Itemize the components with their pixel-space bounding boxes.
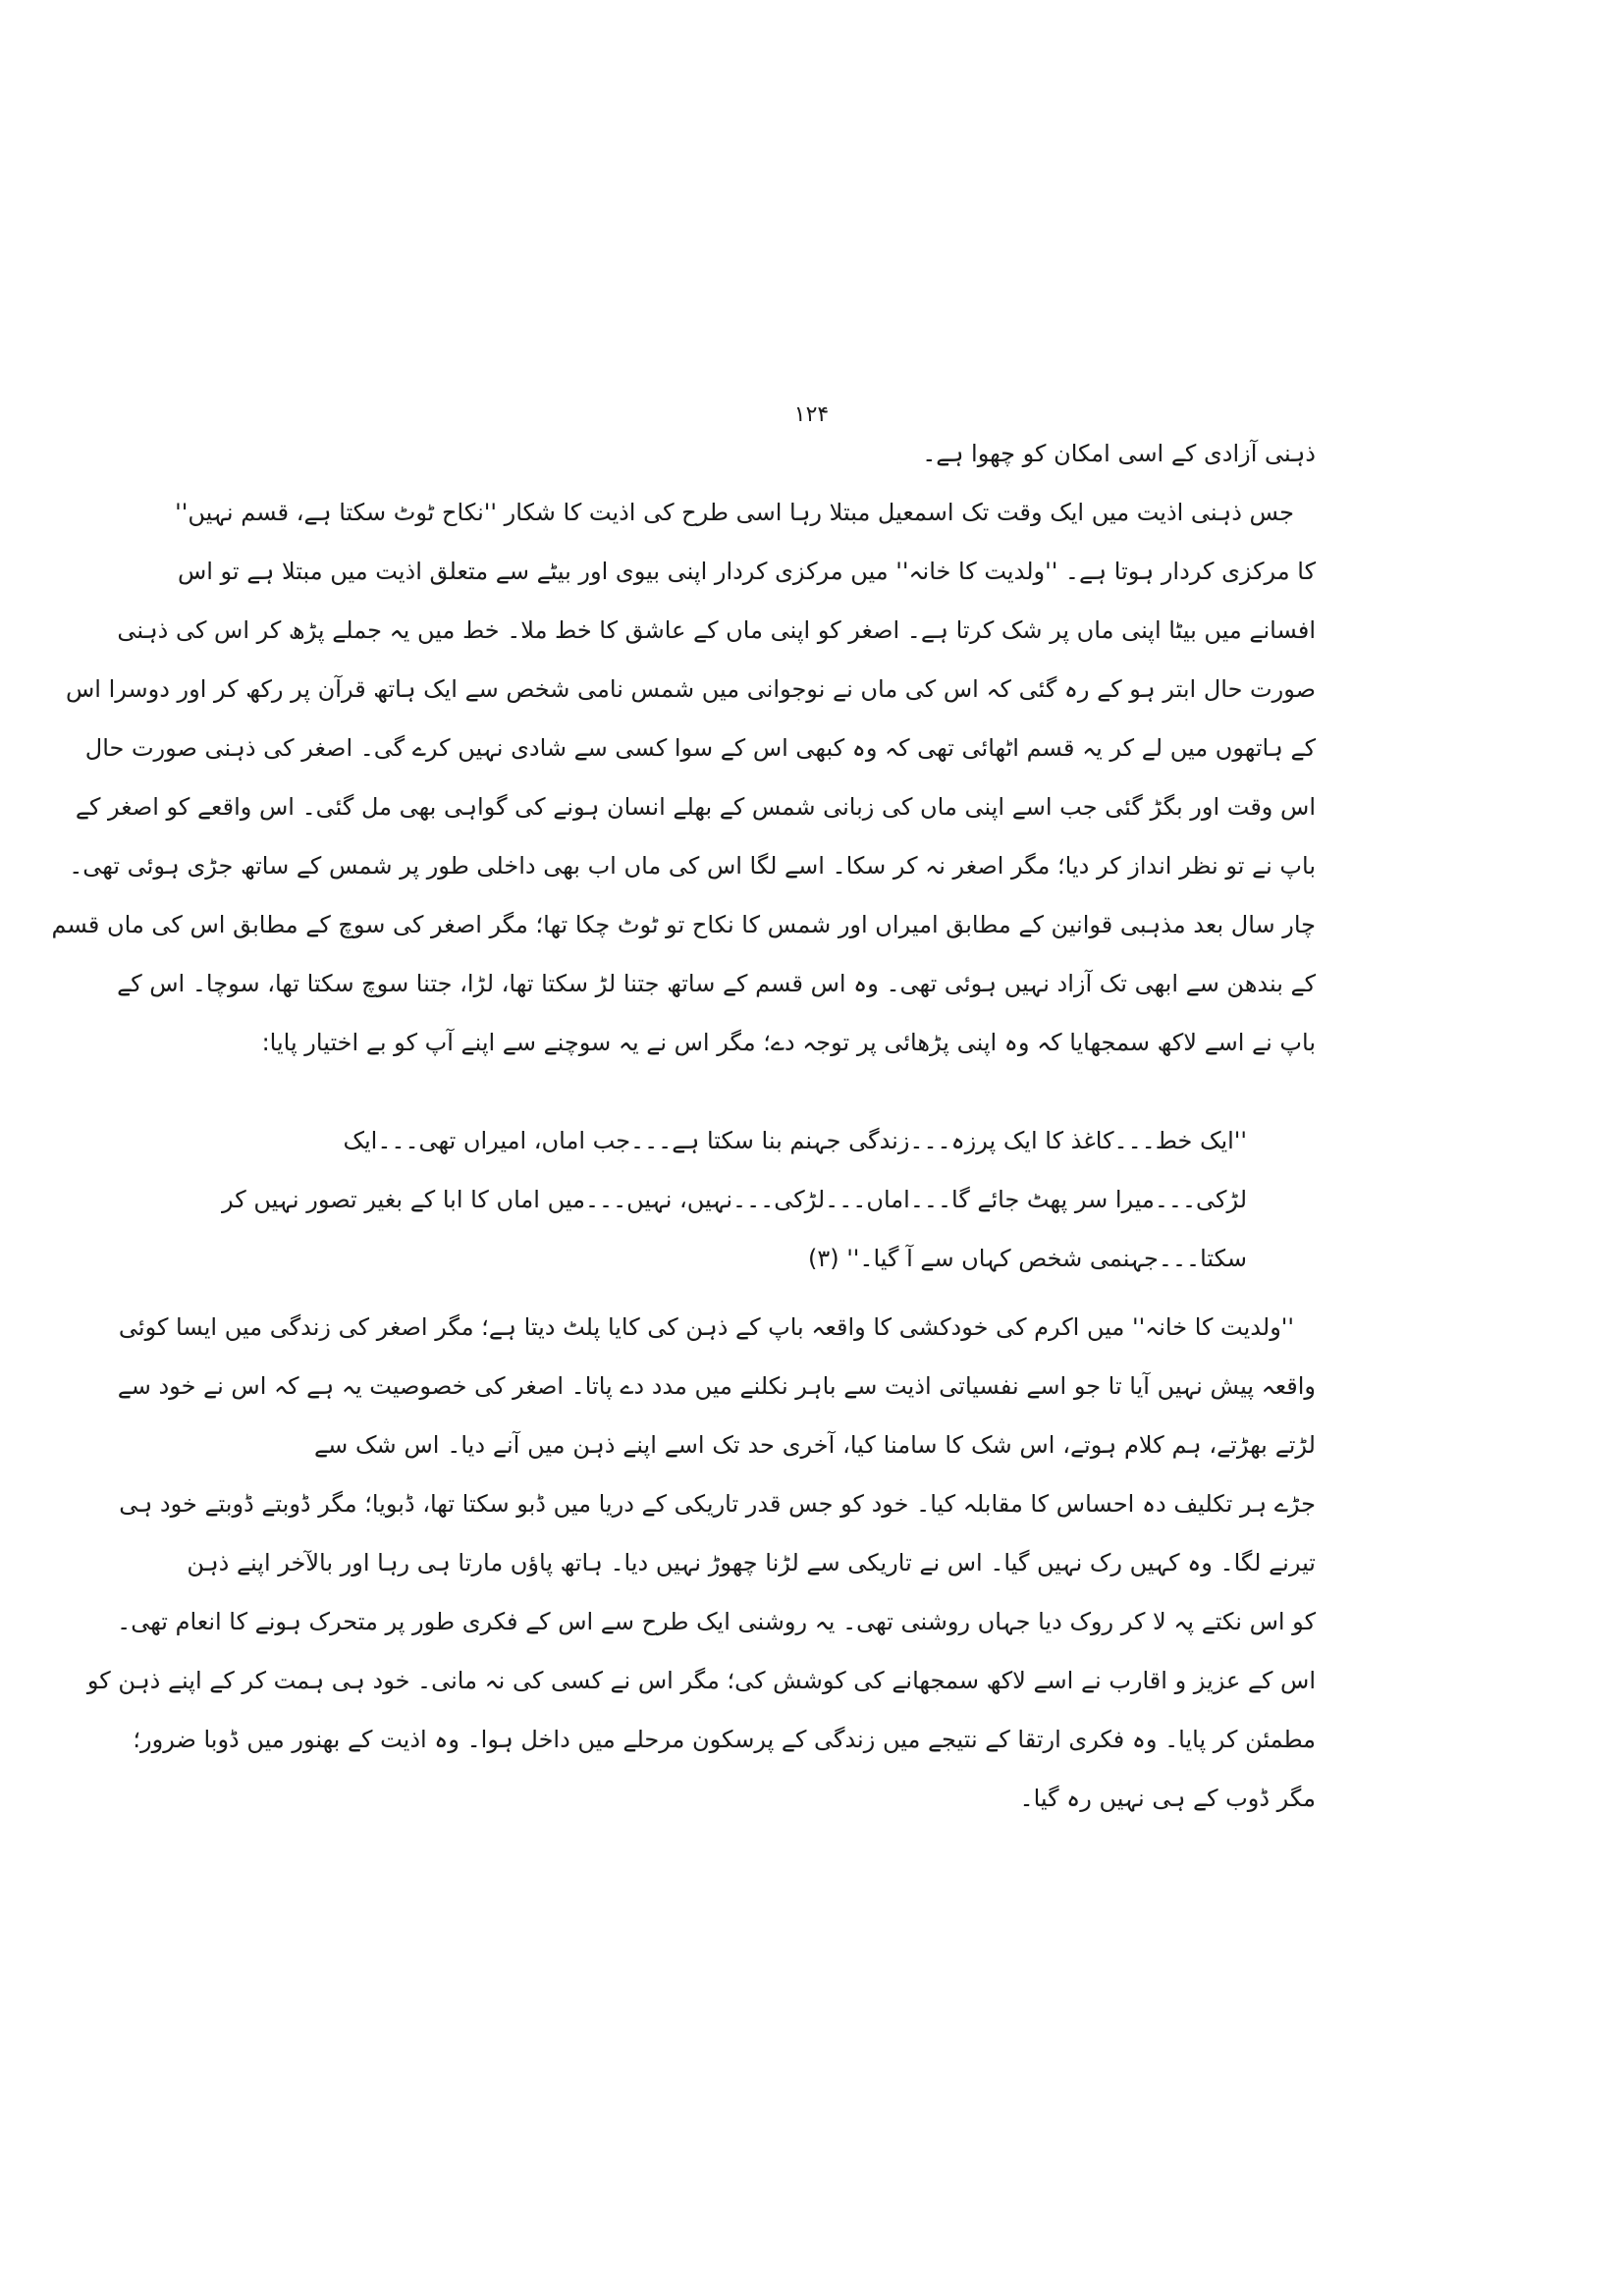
paragraph-2 [86, 1298, 1316, 1828]
text-line: واقعہ پیش نہیں آیا تا جو اسے نفسیاتی اذیت سے باہر نکلنے میں مدد دے پاتا۔ اصغر کی خصوصیت یہ ہے کہ اس نے خود سے [117, 1372, 1316, 1400]
intro-line [314, 424, 1316, 483]
text-line: اس کے عزیز و اقارب نے اسے لاکھ سمجھانے کی کوشش کی؛ مگر اس نے کسی کی نہ مانی۔ خود ہی ہمت کر کے اپنے ذہن کو [86, 1667, 1316, 1694]
text-line: ''ولدیت کا خانہ'' میں اکرم کی خودکشی کا واقعہ باپ کے ذہن کی کایا پلٹ دیتا ہے؛ مگر اصغر کی زندگی میں ایسا کوئی [118, 1313, 1294, 1341]
quote-line: لڑکی۔۔۔میرا سر پھٹ جائے گا۔۔۔اماں۔۔۔لڑکی۔۔۔نہیں، نہیں۔۔۔میں اماں کا ابا کے بغیر تصور نہیں کر [222, 1186, 1247, 1213]
paragraph-1 [51, 483, 1316, 1072]
text-line: باپ نے تو نظر انداز کر دیا؛ مگر اصغر نہ کر سکا۔ اسے لگا اس کی ماں اب بھی داخلی طور پر شمس کے ساتھ جڑی ہوئی تھی۔ [69, 852, 1316, 880]
text-line: مگر ڈوب کے ہی نہیں رہ گیا۔ [1019, 1785, 1316, 1812]
text-line: مطمئن کر پایا۔ وہ فکری ارتقا کے نتیجے میں زندگی کے پرسکون مرحلے میں داخل ہوا۔ وہ اذیت کے بھنور میں ڈوبا ضرور؛ [133, 1726, 1316, 1753]
quote-line: سکتا۔۔۔جہنمی شخص کہاں سے آ گیا۔'' (۳) [807, 1245, 1247, 1272]
text-line: جس ذہنی اذیت میں ایک وقت تک اسمعیل مبتلا رہا اسی طرح کی اذیت کا شکار ''نکاح ٹوٹ سکتا ہے، قسم نہیں'' [175, 499, 1294, 526]
quote-line: ''ایک خط۔۔۔کاغذ کا ایک پرزہ۔۔۔زندگی جہنم بنا سکتا ہے۔۔۔جب اماں، امیراں تھی۔۔۔ایک [343, 1127, 1247, 1154]
text-line: کو اس نکتے پہ لا کر روک دیا جہاں روشنی تھی۔ یہ روشنی ایک طرح سے اس کے فکری طور پر متحرک ہونے کا انعام تھی۔ [117, 1608, 1316, 1635]
text-line: کا مرکزی کردار ہوتا ہے۔ ''ولدیت کا خانہ'' میں مرکزی کردار اپنی بیوی اور بیٹے سے متعلق اذیت میں مبتلا ہے تو اس [177, 558, 1316, 585]
text-line: ذہنی آزادی کے اسی امکان کو چھوا ہے۔ [922, 440, 1316, 467]
text-line: افسانے میں بیٹا اپنی ماں پر شک کرتا ہے۔ اصغر کو اپنی ماں کے عاشق کا خط ملا۔ خط میں یہ جملے پڑھ کر اس کی ذہنی [117, 616, 1316, 644]
text-line: لڑتے بھڑتے، ہم کلام ہوتے، اس شک کا سامنا کیا، آخری حد تک اسے اپنے ذہن میں آنے دیا۔ اس شک سے [314, 1431, 1316, 1459]
text-line: تیرنے لگا۔ وہ کہیں رک نہیں گیا۔ اس نے تاریکی سے لڑنا چھوڑ نہیں دیا۔ ہاتھ پاؤں مارتا ہی رہا اور بالآخر اپنے ذہن [187, 1549, 1316, 1576]
block-quote [222, 1111, 1247, 1288]
text-line: باپ نے اسے لاکھ سمجھایا کہ وہ اپنی پڑھائی پر توجہ دے؛ مگر اس نے یہ سوچنے سے اپنے آپ کو بے اختیار پایا: [261, 1029, 1316, 1056]
page-number: ۱۲۴ [793, 402, 830, 427]
text-line: اس وقت اور بگڑ گئی جب اسے اپنی ماں کی زبانی شمس کے بھلے انسان ہونے کی گواہی بھی مل گئی۔ اس واقعے کو اصغر کے [75, 793, 1316, 821]
text-line: جڑے ہر تکلیف دہ احساس کا مقابلہ کیا۔ خود کو جس قدر تاریکی کے دریا میں ڈبو سکتا تھا، ڈبویا؛ مگر ڈوبتے ڈوبتے خود ہی [119, 1490, 1316, 1518]
text-line: کے ہاتھوں میں لے کر یہ قسم اٹھائی تھی کہ وہ کبھی اس کے سوا کسی سے شادی نہیں کرے گی۔ اصغر کی ذہنی صورت حال [84, 734, 1316, 762]
text-line: کے بندھن سے ابھی تک آزاد نہیں ہوئی تھی۔ وہ اس قسم کے ساتھ جتنا لڑ سکتا تھا، لڑا، جتنا سوچ سکتا تھا، سوچا۔ اس کے [117, 970, 1316, 997]
text-line: صورت حال ابتر ہو کے رہ گئی کہ اس کی ماں نے نوجوانی میں شمس نامی شخص سے ایک ہاتھ قرآن پر رکھ کر اور دوسرا اس [66, 675, 1316, 703]
text-line: چار سال بعد مذہبی قوانین کے مطابق امیراں اور شمس کا نکاح تو ٹوٹ چکا تھا؛ مگر اصغر کی سوچ کے مطابق اس کی ماں قسم [51, 911, 1316, 938]
